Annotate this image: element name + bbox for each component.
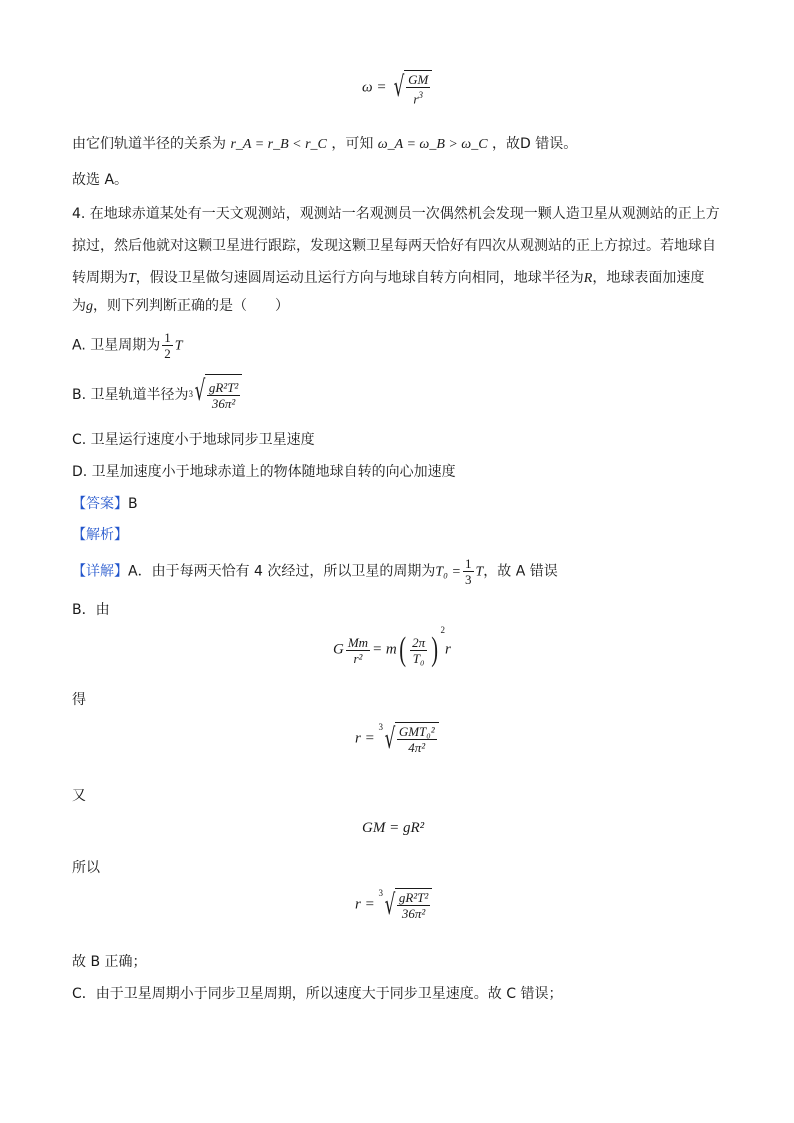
eq2-lhs: r = (355, 730, 375, 747)
eq2-num: GMT₀² (398, 724, 435, 739)
you-line: 又 (72, 788, 86, 804)
option-a-num: 1 (164, 330, 171, 345)
option-c: C. 卫星运行速度小于地球同步卫星速度 (72, 432, 315, 448)
c-explanation-line: C．由于卫星周期小于同步卫星周期，所以速度大于同步卫星速度。故 C 错误； (72, 986, 563, 1002)
choose-a-line: 故选 A。 (72, 172, 129, 188)
option-b-num: gR²T² (208, 380, 239, 396)
d-pre: 由它们轨道半径的关系为 (72, 136, 226, 152)
option-b-cuberoot: 3 √ $\frac{\text{gR²T²}}{\text{36π²}}$ (189, 374, 243, 416)
detail-a-fraction (463, 556, 474, 587)
q4-a: 为 (72, 298, 86, 314)
detail-a-text: A．由于每两天恰有 4 次经过，所以卫星的周期为 (128, 563, 436, 580)
omega-den: r (413, 91, 419, 107)
q3-R: R (583, 271, 593, 286)
question-line-2: 掠过，然后他就对这颗卫星进行跟踪，发现这颗卫星每两天恰好有四次从观测站的正上方掠过。若地球自 (72, 238, 716, 254)
eq1-inner-num: 2π (412, 634, 426, 650)
detail-a-T: T (475, 564, 484, 580)
option-a-T: T (174, 338, 183, 354)
q4-g: g (86, 299, 93, 314)
option-b-den: 36π² (211, 396, 236, 412)
eq4-index: 3 (378, 888, 383, 898)
eq1-num: Mm (347, 634, 369, 650)
radius-relation: r_A = r_B < r_C (230, 137, 327, 152)
suoyi-line: 所以 (72, 860, 100, 876)
q3-T: T (128, 271, 136, 286)
eq4-num: gR²T² (398, 890, 429, 905)
question-line-4 (72, 296, 289, 317)
question-line-1: 4. 在地球赤道某处有一天文观测站，观测站一名观测员一次偶然机会发现一颗人造卫星从观测站的正上方 (72, 206, 720, 222)
detail-b-intro: B．由 (72, 602, 110, 618)
d-mid: ，可知 (331, 136, 374, 152)
answer-value: B (128, 496, 138, 512)
de-line: 得 (72, 692, 86, 708)
option-a-den: 2 (164, 346, 171, 361)
detail-a-num: 1 (465, 556, 472, 571)
omega-lhs: ω = (362, 79, 387, 96)
option-b-index: 3 (188, 389, 194, 399)
detail-a-end: ，故 A 错误 (483, 563, 558, 580)
detail-tag: 【详解】 (72, 563, 128, 580)
sqrt-symbol: √ $\frac{GM}{r^3}$ (390, 70, 432, 106)
omega-equation (362, 70, 432, 106)
eq1-G: G (333, 641, 344, 658)
answer-tag: 【答案】 (72, 496, 128, 512)
omega-num: GM (408, 72, 429, 87)
analysis-label: 【解析】 (72, 527, 128, 543)
omega-relation: ω_A = ω_B > ω_C (377, 137, 488, 152)
eq1-sup: 2 (440, 625, 445, 636)
eq4-lhs: r = (355, 896, 375, 913)
radius-equation-1: r = 3 √ $\frac{\text{GMT₀²}}{\text{4π²}}$ (355, 722, 439, 756)
d-conclusion-line (72, 134, 577, 155)
option-b-label: B. 卫星轨道半径为 (72, 387, 189, 403)
detail-a-line (72, 556, 558, 588)
option-d: D. 卫星加速度小于地球赤道上的物体随地球自转的向心加速度 (72, 464, 456, 480)
eq2-index: 3 (378, 722, 383, 732)
eq1-mid: = m (372, 641, 397, 658)
option-a (72, 330, 183, 362)
option-a-label: A. 卫星周期为 (72, 337, 161, 354)
analysis-tag (72, 525, 128, 545)
radius-equation-2: r = 3 √ $\frac{\text{gR²T²}}{\text{36π²}}$ (355, 888, 432, 922)
detail-a-den: 3 (465, 572, 472, 587)
eq2-den: 4π² (408, 740, 426, 755)
detail-a-lhs: T₀ = (435, 564, 461, 580)
option-b (72, 374, 242, 416)
eq1-den: r² (353, 650, 363, 666)
eq4-den: 36π² (401, 906, 426, 921)
q3-a: 转周期为 (72, 270, 128, 286)
q4-b: ，则下列判断正确的是（ ） (93, 298, 289, 314)
eq1-r: r (444, 641, 451, 658)
q3-b: ，假设卫星做匀速圆周运动且运行方向与地球自转方向相同，地球半径为 (135, 270, 584, 286)
gm-equation: GM = gR² (362, 820, 425, 836)
eq1-inner-den: T₀ (412, 650, 425, 666)
option-a-fraction (162, 330, 173, 361)
gravity-equation: G $\frac{Mm}{\text{r²}}$ = m( $\frac{2\pi}{\text{T₀}}$ )$^2$r (333, 625, 451, 668)
omega-den-sup: 3 (418, 90, 423, 100)
q3-c: ，地球表面加速度 (592, 270, 705, 286)
b-correct-line: 故 B 正确； (72, 954, 147, 970)
answer-line (72, 494, 138, 514)
question-line-3 (72, 268, 704, 289)
d-post: ，故D 错误。 (492, 136, 578, 152)
